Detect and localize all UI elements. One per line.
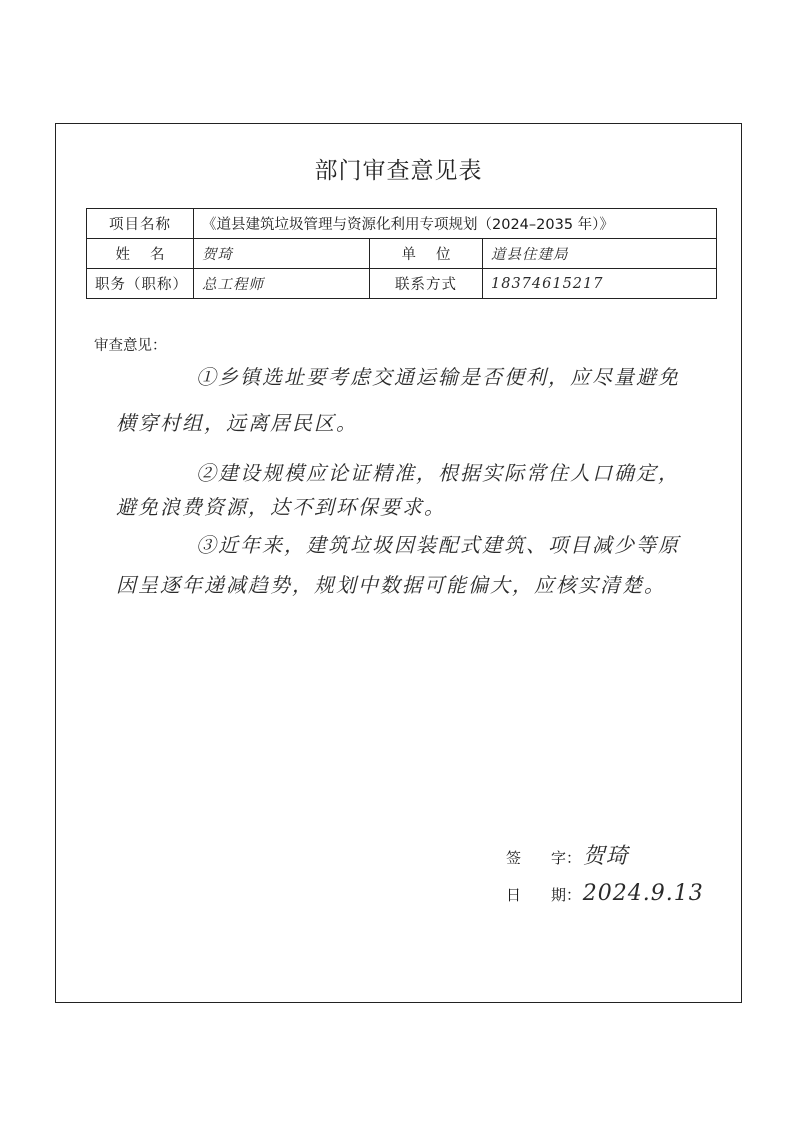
position-label: 职务（职称） xyxy=(87,269,194,299)
position-row xyxy=(87,269,717,299)
signature-label: 签 字： xyxy=(506,849,582,867)
form-title: 部门审查意见表 xyxy=(314,158,483,184)
unit-value: 道县住建局 xyxy=(483,239,717,269)
date-label: 日 期： xyxy=(506,886,582,904)
opinion-line: 避免浪费资源，达不到环保要求。 xyxy=(116,495,446,519)
signature-row xyxy=(506,839,629,870)
name-row xyxy=(87,239,717,269)
project-value: 《道县建筑垃圾管理与资源化利用专项规划（2024–2035 年）》 xyxy=(194,209,717,239)
opinion-line: ②建设规模应论证精准，根据实际常住人口确定， xyxy=(196,461,680,485)
opinion-line: ①乡镇选址要考虑交通运输是否便利，应尽量避免 xyxy=(196,365,680,389)
contact-label: 联系方式 xyxy=(370,269,483,299)
info-table xyxy=(86,208,717,299)
review-form xyxy=(55,123,742,1003)
project-row xyxy=(87,209,717,239)
opinion-line: 因呈逐年递减趋势，规划中数据可能偏大，应核实清楚。 xyxy=(116,573,666,597)
opinion-line: ③近年来，建筑垃圾因装配式建筑、项目减少等原 xyxy=(196,533,680,557)
signature-value: 贺琦 xyxy=(582,844,629,869)
date-value: 2024.9.13 xyxy=(582,881,704,906)
name-label: 姓名 xyxy=(87,239,194,269)
review-label: 审查意见： xyxy=(94,338,167,354)
unit-label: 单位 xyxy=(370,239,483,269)
date-row xyxy=(506,881,704,906)
contact-value: 18374615217 xyxy=(483,269,717,299)
position-value: 总工程师 xyxy=(194,269,370,299)
project-label: 项目名称 xyxy=(87,209,194,239)
name-value: 贺琦 xyxy=(194,239,370,269)
opinion-line: 横穿村组，远离居民区。 xyxy=(116,411,358,435)
